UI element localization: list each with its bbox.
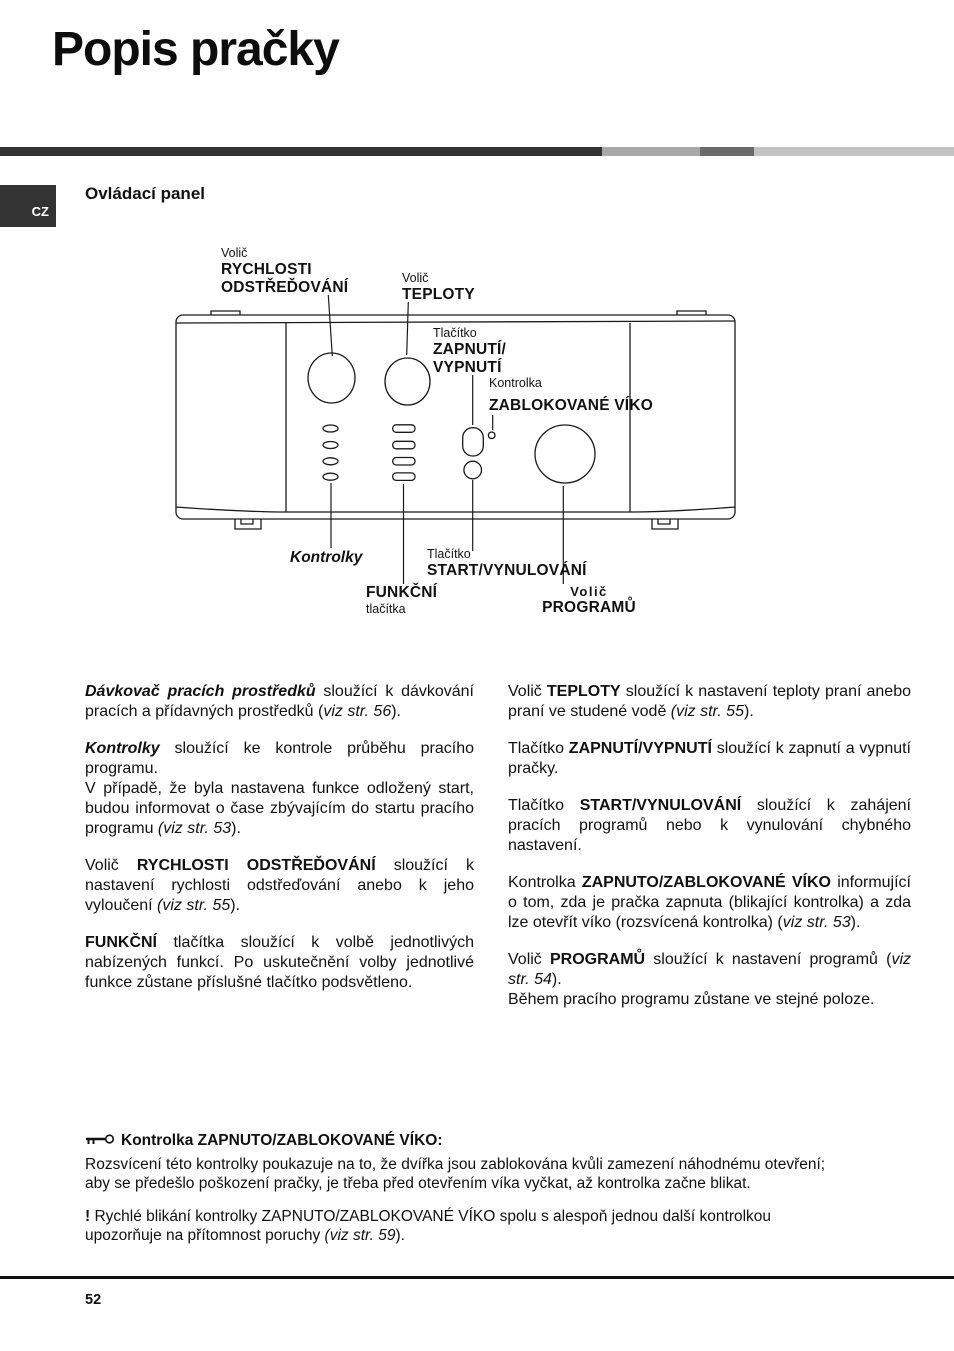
page-title: Popis pračky xyxy=(52,23,339,76)
start-reset-button xyxy=(464,461,482,479)
header-rule-light xyxy=(754,147,954,156)
lid-locked-label: Kontrolka ZABLOKOVANÉ VÍKO xyxy=(489,376,653,414)
paragraph-start-reset-button: Tlačítko START/VYNULOVÁNÍ sloužící k zahájení pracích programů nebo k vynulování chybného nastavení. xyxy=(508,797,911,854)
spin-speed-label: Volič RYCHLOSTI ODSTŘEĎOVÁNÍ xyxy=(221,246,349,296)
header-rule-dark xyxy=(0,147,602,156)
paragraph-detergent-dispenser: Dávkovač pracích prostředků sloužící k dávkování pracích a přídavných prostředků (viz str. 56). xyxy=(85,683,475,720)
function-buttons xyxy=(393,425,415,481)
temperature-leader-line xyxy=(407,302,409,355)
spin-speed-knob xyxy=(308,353,355,403)
note-warning: ! Rychlé blikání kontrolky ZAPNUTO/ZABLOKOVANÉ VÍKO spolu s alespoň jednou další kontrolkou upozorňuje na přítomnost poruchy (viz str. 59). xyxy=(85,1208,772,1244)
paragraph-indicators: Kontrolky sloužící ke kontrole průběhu pracího programu. V případě, že byla nastavena funkce odložený start, budou informovat o čase zbývajícím do startu pracího programu (viz str. 53). xyxy=(85,740,474,837)
key-icon xyxy=(85,1134,115,1146)
paragraph-program-knob: Volič PROGRAMŮ sloužící k nastavení programů (viz str. 54). Během pracího programu zůstane ve stejné poloze. xyxy=(508,951,911,1008)
control-panel-diagram xyxy=(150,240,810,635)
paragraph-on-off-button: Tlačítko ZAPNUTÍ/VYPNUTÍ sloužící k zapnutí a vypnutí pračky. xyxy=(508,740,911,777)
lid-locked-led xyxy=(488,432,495,439)
body-column-left xyxy=(85,682,474,1010)
indicator-lights xyxy=(323,425,338,480)
note-heading xyxy=(85,1131,928,1151)
temperature-knob xyxy=(385,358,430,405)
paragraph-temperature-knob: Volič TEPLOTY sloužící k nastavení teploty praní anebo praní ve studené vodě (viz str. 55). xyxy=(508,683,911,720)
on-off-label: Tlačítko ZAPNUTÍ/ VYPNUTÍ xyxy=(433,326,507,376)
on-off-button xyxy=(463,428,484,456)
page-number: 52 xyxy=(85,1292,102,1308)
lid-lock-note xyxy=(85,1131,928,1245)
paragraph-lid-locked-led: Kontrolka ZAPNUTO/ZABLOKOVANÉ VÍKO informující o tom, zda je pračka zapnuta (blikající kontrolka) a zda lze otevřít víko (rozsvícená kontrolka) (viz str. 53). xyxy=(508,874,912,931)
function-buttons-label: FUNKČNÍ tlačítka xyxy=(366,584,438,616)
spin-leader-line xyxy=(328,295,332,356)
note-body: Rozsvícení této kontrolky poukazuje na to, že dvířka jsou zablokována kvůli zamezení náhodnému otevření; aby se předešlo poškození pračky, je třeba před otevřením víka vyčkat, až kontrolka začne blikat. xyxy=(85,1156,826,1192)
language-badge: CZ xyxy=(0,185,56,227)
temperature-label: Volič TEPLOTY xyxy=(402,271,475,303)
indicators-label: Kontrolky xyxy=(290,549,363,566)
body-column-right xyxy=(508,682,911,1027)
header-rule-gray xyxy=(602,147,700,156)
program-knob-label: Volič PROGRAMŮ xyxy=(542,584,636,616)
section-heading: Ovládací panel xyxy=(85,184,205,203)
footer-rule xyxy=(0,1276,954,1279)
paragraph-function-buttons: FUNKČNÍ tlačítka sloužící k volbě jednotlivých nabízených funkcí. Po uskutečnění volby jednotlivé funkce zůstane příslušné tlačítko podsvětleno. xyxy=(85,934,474,991)
paragraph-spin-speed-knob: Volič RYCHLOSTI ODSTŘEĎOVÁNÍ sloužící k nastavení rychlosti odstřeďování anebo k jeho vyloučení (viz str. 55). xyxy=(85,857,474,914)
note-heading-text: Kontrolka ZAPNUTO/ZABLOKOVANÉ VÍKO: xyxy=(121,1132,443,1149)
header-rule-mid xyxy=(700,147,754,156)
program-knob xyxy=(535,425,595,483)
start-reset-label: Tlačítko START/VYNULOVÁNÍ xyxy=(427,547,587,579)
